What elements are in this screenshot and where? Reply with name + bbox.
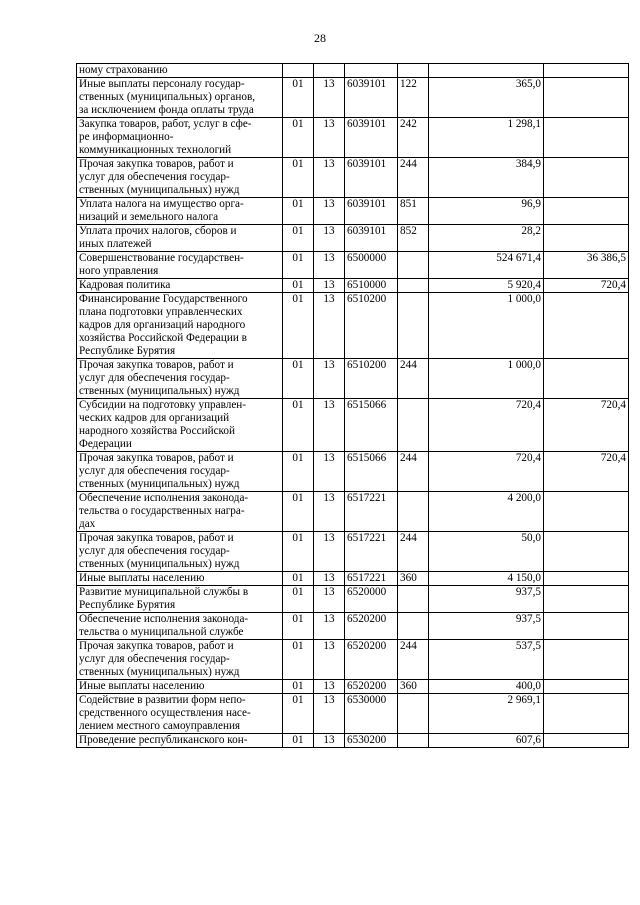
row-subsection-cell: 13 <box>314 586 345 613</box>
row-section-cell: 01 <box>283 492 314 532</box>
table-row <box>77 279 629 293</box>
row-expense-type-cell: 852 <box>398 225 429 252</box>
row-subsection-cell: 13 <box>314 359 345 399</box>
row-name-cell: Субсидии на подготовку управлен- ческих кадров для организаций народного хозяйства Российской Федерации <box>77 399 283 452</box>
row-amount-cell: 50,0 <box>429 532 544 572</box>
row-amount-cell <box>429 64 544 78</box>
row-amount-cell: 96,9 <box>429 198 544 225</box>
row-subsection-cell: 13 <box>314 492 345 532</box>
row-amount-cell: 400,0 <box>429 680 544 694</box>
row-amount-cell: 28,2 <box>429 225 544 252</box>
row-target-cell: 6517221 <box>345 572 398 586</box>
row-section-cell: 01 <box>283 572 314 586</box>
row-name-cell: Уплата налога на имущество орга- низаций и земельного налога <box>77 198 283 225</box>
row-name-cell: ному страхованию <box>77 64 283 78</box>
row-subvention-amount-cell <box>544 225 629 252</box>
row-expense-type-cell: 242 <box>398 118 429 158</box>
row-subvention-amount-cell <box>544 198 629 225</box>
row-name-cell: Закупка товаров, работ, услуг в сфе- ре информационно- коммуникационных технологий <box>77 118 283 158</box>
row-expense-type-cell <box>398 734 429 748</box>
row-expense-type-cell <box>398 586 429 613</box>
row-name-cell: Иные выплаты персоналу государ- ственных (муниципальных) органов, за исключением фонда оплаты труда <box>77 78 283 118</box>
row-subvention-amount-cell <box>544 118 629 158</box>
row-target-cell: 6039101 <box>345 158 398 198</box>
row-subvention-amount-cell <box>544 158 629 198</box>
row-name-cell: Прочая закупка товаров, работ и услуг для обеспечения государ- ственных (муниципальных) нужд <box>77 640 283 680</box>
row-section-cell: 01 <box>283 118 314 158</box>
row-target-cell: 6500000 <box>345 252 398 279</box>
page-number: 28 <box>314 31 326 45</box>
row-subvention-amount-cell: 720,4 <box>544 452 629 492</box>
row-section-cell: 01 <box>283 225 314 252</box>
table-row <box>77 158 629 198</box>
row-amount-cell: 4 150,0 <box>429 572 544 586</box>
row-expense-type-cell <box>398 613 429 640</box>
row-name-cell: Кадровая политика <box>77 279 283 293</box>
row-subsection-cell: 13 <box>314 118 345 158</box>
row-subsection-cell: 13 <box>314 279 345 293</box>
row-subsection-cell <box>314 64 345 78</box>
row-section-cell: 01 <box>283 399 314 452</box>
row-name-cell: Содействие в развитии форм непо- средственного осуществления насе- лением местного самоуправления <box>77 694 283 734</box>
row-target-cell: 6530200 <box>345 734 398 748</box>
table-row <box>77 492 629 532</box>
row-section-cell: 01 <box>283 640 314 680</box>
budget-table <box>76 63 629 748</box>
row-expense-type-cell: 360 <box>398 680 429 694</box>
row-expense-type-cell <box>398 293 429 359</box>
row-amount-cell: 607,6 <box>429 734 544 748</box>
row-target-cell: 6517221 <box>345 492 398 532</box>
row-subvention-amount-cell: 720,4 <box>544 399 629 452</box>
row-expense-type-cell: 244 <box>398 452 429 492</box>
row-expense-type-cell: 851 <box>398 198 429 225</box>
row-amount-cell: 1 298,1 <box>429 118 544 158</box>
row-section-cell: 01 <box>283 734 314 748</box>
row-subvention-amount-cell <box>544 734 629 748</box>
table-row <box>77 399 629 452</box>
row-target-cell: 6520200 <box>345 640 398 680</box>
row-section-cell: 01 <box>283 293 314 359</box>
row-subsection-cell: 13 <box>314 532 345 572</box>
row-section-cell: 01 <box>283 613 314 640</box>
row-subvention-amount-cell <box>544 293 629 359</box>
row-amount-cell: 937,5 <box>429 586 544 613</box>
row-section-cell: 01 <box>283 586 314 613</box>
table-row <box>77 640 629 680</box>
budget-table-body <box>77 64 629 748</box>
row-section-cell: 01 <box>283 252 314 279</box>
row-subsection-cell: 13 <box>314 158 345 198</box>
row-subsection-cell: 13 <box>314 640 345 680</box>
row-subsection-cell: 13 <box>314 252 345 279</box>
row-subvention-amount-cell <box>544 78 629 118</box>
row-expense-type-cell: 122 <box>398 78 429 118</box>
row-subvention-amount-cell <box>544 64 629 78</box>
row-name-cell: Прочая закупка товаров, работ и услуг для обеспечения государ- ственных (муниципальных) нужд <box>77 359 283 399</box>
table-row <box>77 293 629 359</box>
row-section-cell <box>283 64 314 78</box>
table-row <box>77 452 629 492</box>
table-row <box>77 359 629 399</box>
row-subvention-amount-cell <box>544 572 629 586</box>
row-section-cell: 01 <box>283 78 314 118</box>
table-row <box>77 613 629 640</box>
row-amount-cell: 937,5 <box>429 613 544 640</box>
row-target-cell: 6520200 <box>345 680 398 694</box>
row-target-cell: 6510200 <box>345 359 398 399</box>
row-target-cell: 6520200 <box>345 613 398 640</box>
table-row <box>77 64 629 78</box>
table-row <box>77 572 629 586</box>
row-target-cell: 6510000 <box>345 279 398 293</box>
table-row <box>77 225 629 252</box>
row-name-cell: Уплата прочих налогов, сборов и иных платежей <box>77 225 283 252</box>
row-expense-type-cell: 244 <box>398 359 429 399</box>
row-name-cell: Совершенствование государствен- ного управления <box>77 252 283 279</box>
row-subvention-amount-cell <box>544 532 629 572</box>
table-row <box>77 734 629 748</box>
row-section-cell: 01 <box>283 359 314 399</box>
row-expense-type-cell <box>398 252 429 279</box>
row-section-cell: 01 <box>283 694 314 734</box>
row-name-cell: Финансирование Государственного плана подготовки управленческих кадров для организаций народного хозяйства Российской Федерации в Республике Бурятия <box>77 293 283 359</box>
row-subsection-cell: 13 <box>314 572 345 586</box>
row-subsection-cell: 13 <box>314 694 345 734</box>
row-amount-cell: 5 920,4 <box>429 279 544 293</box>
row-target-cell <box>345 64 398 78</box>
table-row <box>77 532 629 572</box>
row-subvention-amount-cell <box>544 492 629 532</box>
row-amount-cell: 524 671,4 <box>429 252 544 279</box>
row-target-cell: 6039101 <box>345 118 398 158</box>
row-target-cell: 6530000 <box>345 694 398 734</box>
row-subvention-amount-cell <box>544 359 629 399</box>
row-target-cell: 6039101 <box>345 225 398 252</box>
row-target-cell: 6515066 <box>345 452 398 492</box>
table-row <box>77 78 629 118</box>
row-name-cell: Прочая закупка товаров, работ и услуг для обеспечения государ- ственных (муниципальных) нужд <box>77 532 283 572</box>
row-section-cell: 01 <box>283 532 314 572</box>
row-amount-cell: 384,9 <box>429 158 544 198</box>
table-row <box>77 118 629 158</box>
row-expense-type-cell: 244 <box>398 640 429 680</box>
row-name-cell: Иные выплаты населению <box>77 572 283 586</box>
row-section-cell: 01 <box>283 158 314 198</box>
row-subvention-amount-cell <box>544 613 629 640</box>
row-target-cell: 6515066 <box>345 399 398 452</box>
table-row <box>77 198 629 225</box>
row-expense-type-cell <box>398 399 429 452</box>
row-subsection-cell: 13 <box>314 680 345 694</box>
row-subvention-amount-cell: 720,4 <box>544 279 629 293</box>
row-name-cell: Обеспечение исполнения законода- тельства о государственных награ- дах <box>77 492 283 532</box>
row-subvention-amount-cell <box>544 640 629 680</box>
row-expense-type-cell <box>398 694 429 734</box>
row-target-cell: 6039101 <box>345 78 398 118</box>
row-section-cell: 01 <box>283 452 314 492</box>
row-subsection-cell: 13 <box>314 225 345 252</box>
row-expense-type-cell <box>398 492 429 532</box>
row-subvention-amount-cell: 36 386,5 <box>544 252 629 279</box>
row-subvention-amount-cell <box>544 694 629 734</box>
table-row <box>77 694 629 734</box>
row-subsection-cell: 13 <box>314 399 345 452</box>
row-name-cell: Обеспечение исполнения законода- тельства о муниципальной службе <box>77 613 283 640</box>
table-row <box>77 680 629 694</box>
row-expense-type-cell: 360 <box>398 572 429 586</box>
row-amount-cell: 720,4 <box>429 399 544 452</box>
row-name-cell: Проведение республиканского кон- <box>77 734 283 748</box>
row-subsection-cell: 13 <box>314 78 345 118</box>
row-target-cell: 6520000 <box>345 586 398 613</box>
row-name-cell: Прочая закупка товаров, работ и услуг для обеспечения государ- ственных (муниципальных) нужд <box>77 158 283 198</box>
row-subsection-cell: 13 <box>314 452 345 492</box>
table-row <box>77 586 629 613</box>
row-name-cell: Развитие муниципальной службы в Республике Бурятия <box>77 586 283 613</box>
row-amount-cell: 365,0 <box>429 78 544 118</box>
table-row <box>77 252 629 279</box>
row-name-cell: Прочая закупка товаров, работ и услуг для обеспечения государ- ственных (муниципальных) нужд <box>77 452 283 492</box>
row-section-cell: 01 <box>283 279 314 293</box>
row-amount-cell: 720,4 <box>429 452 544 492</box>
row-expense-type-cell: 244 <box>398 158 429 198</box>
row-section-cell: 01 <box>283 198 314 225</box>
row-subsection-cell: 13 <box>314 734 345 748</box>
row-section-cell: 01 <box>283 680 314 694</box>
row-name-cell: Иные выплаты населению <box>77 680 283 694</box>
row-expense-type-cell <box>398 279 429 293</box>
row-amount-cell: 1 000,0 <box>429 293 544 359</box>
row-subsection-cell: 13 <box>314 293 345 359</box>
row-subsection-cell: 13 <box>314 613 345 640</box>
row-amount-cell: 4 200,0 <box>429 492 544 532</box>
row-target-cell: 6510200 <box>345 293 398 359</box>
row-subvention-amount-cell <box>544 586 629 613</box>
row-amount-cell: 1 000,0 <box>429 359 544 399</box>
row-amount-cell: 2 969,1 <box>429 694 544 734</box>
row-expense-type-cell: 244 <box>398 532 429 572</box>
row-target-cell: 6517221 <box>345 532 398 572</box>
row-subsection-cell: 13 <box>314 198 345 225</box>
row-expense-type-cell <box>398 64 429 78</box>
row-target-cell: 6039101 <box>345 198 398 225</box>
row-amount-cell: 537,5 <box>429 640 544 680</box>
row-subvention-amount-cell <box>544 680 629 694</box>
